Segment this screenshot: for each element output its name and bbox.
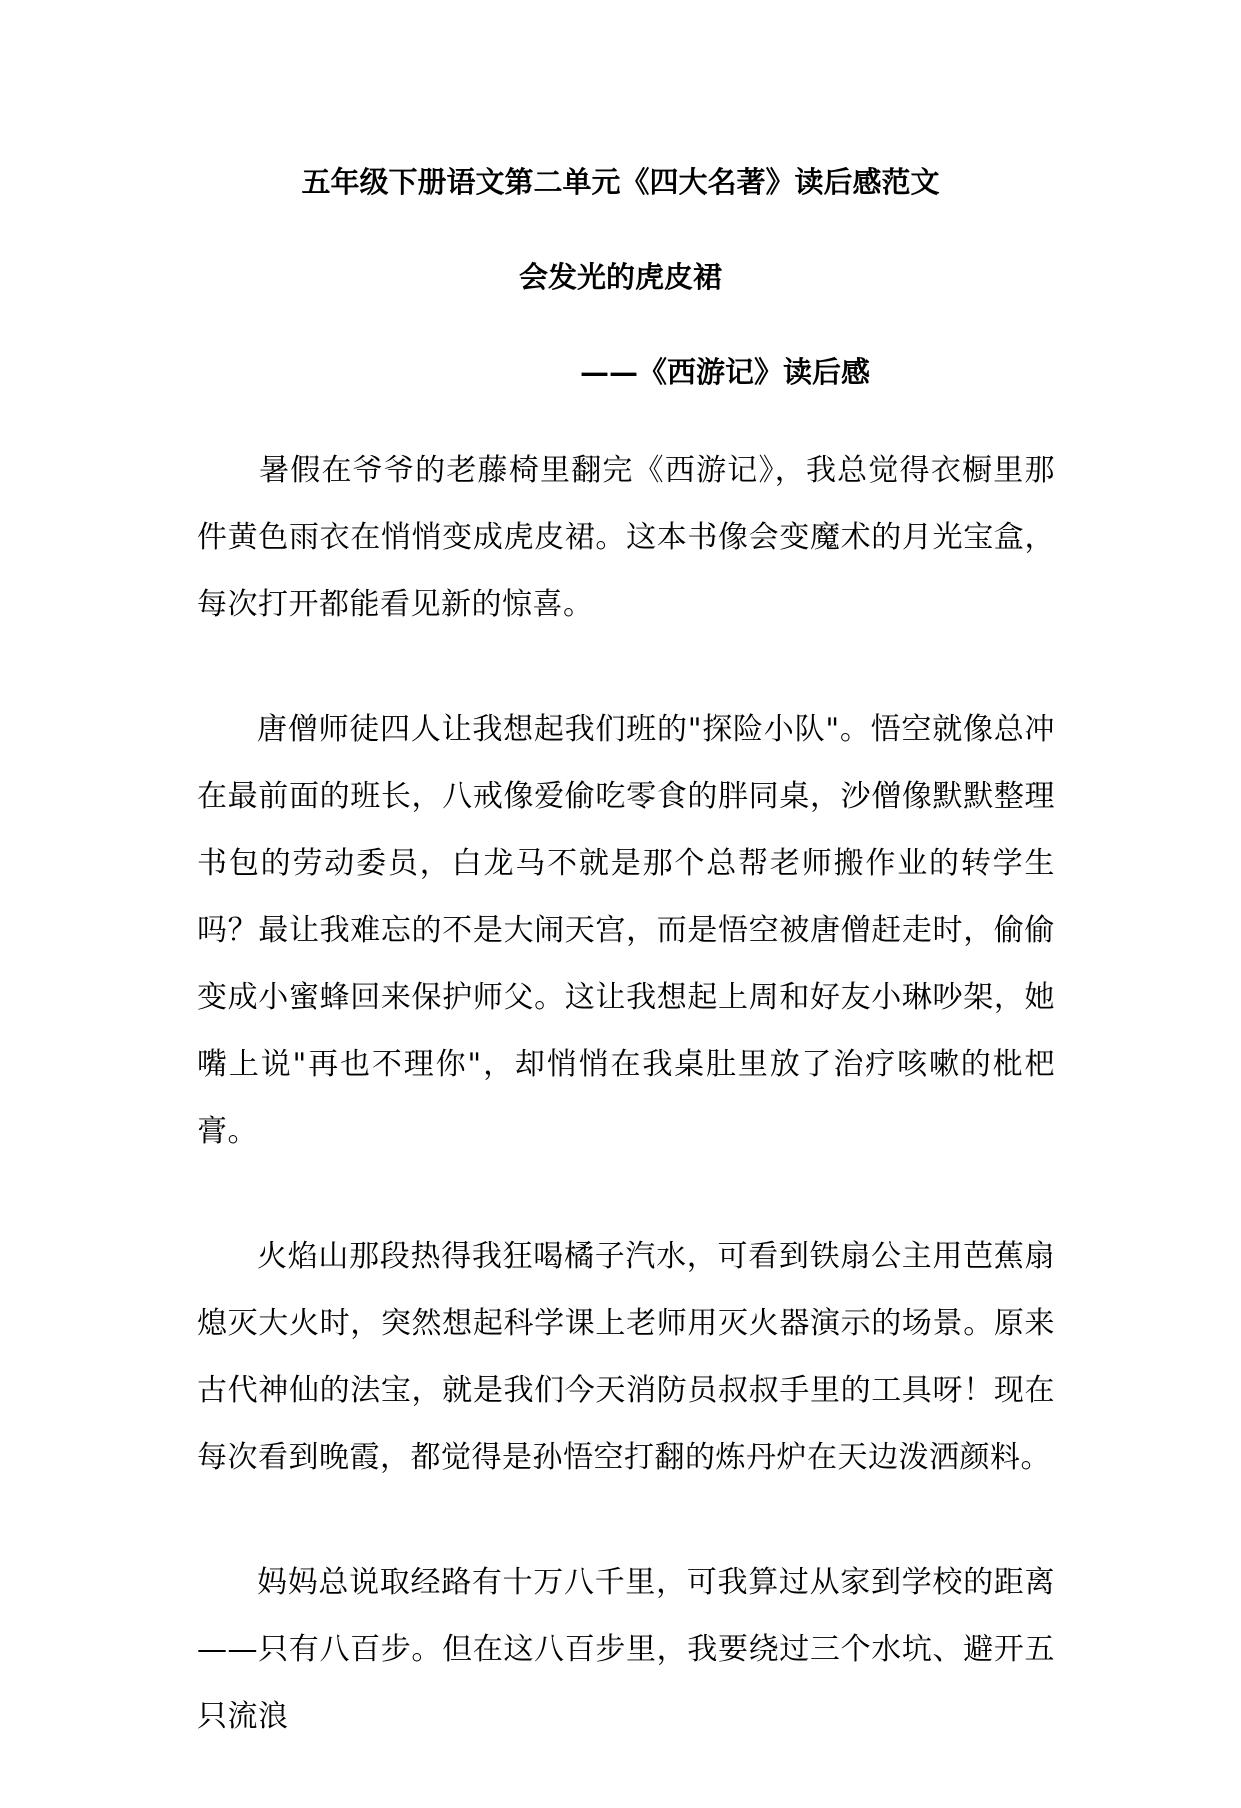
paragraph-3: 火焰山那段热得我狂喝橘子汽水，可看到铁扇公主用芭蕉扇熄灭大火时，突然想起科学课上老师用灭火器演示的场景。原来古代神仙的法宝，就是我们今天消防员叔叔手里的工具呀！现在每次看到晚霞，都觉得是孙悟空打翻的炼丹炉在天边泼洒颜料。: [197, 1239, 1055, 1475]
paragraph-4: 妈妈总说取经路有十万八千里，可我算过从家到学校的距离——只有八百步。但在这八百步里，我要绕过三个水坑、避开五只流浪: [197, 1565, 1055, 1734]
document-title: 五年级下册语文第二单元《四大名著》读后感范文: [301, 165, 940, 199]
paragraph-1: 暑假在爷爷的老藤椅里翻完《西游记》，我总觉得衣橱里那件黄色雨衣在悄悄变成虎皮裙。这本书像会变魔术的月光宝盒，每次打开都能看见新的惊喜。: [197, 453, 1055, 622]
paragraph-2: 唐僧师徒四人让我想起我们班的"探险小队"。悟空就像总冲在最前面的班长，八戒像爱偷吃零食的胖同桌，沙僧像默默整理书包的劳动委员，白龙马不就是那个总帮老师搬作业的转学生吗？最让我难忘的不是大闹天宫，而是悟空被唐僧赶走时，偷偷变成小蜜蜂回来保护师父。这让我想起上周和好友小琳吵架，她嘴上说"再也不理你"，却悄悄在我桌肚里放了治疗咳嗽的枇杷膏。: [197, 712, 1055, 1149]
document-byline: ——《西游记》读后感: [580, 355, 871, 389]
document-body: [197, 437, 1055, 1808]
document-subtitle: 会发光的虎皮裙: [518, 260, 722, 294]
